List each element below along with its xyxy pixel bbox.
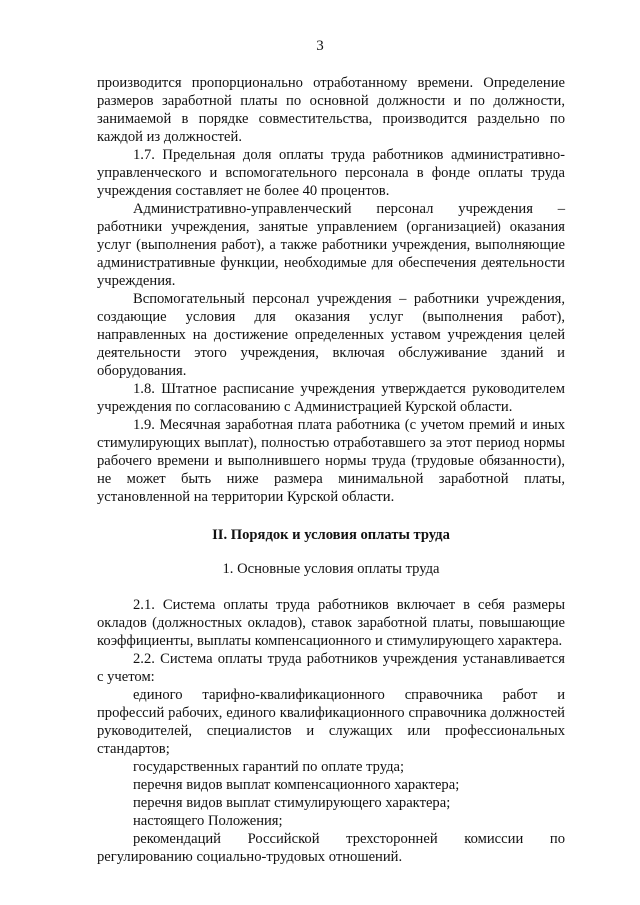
paragraph-admin-staff: Административно-управленческий персонал учреждения – работники учреждения, занятые управлением (организацией) оказания услуг (выполнения работ), а также работники учреждения, выполняющие административные функции, необходимые для обеспечения деятельности учреждения. bbox=[97, 201, 565, 289]
list-item-classifiers: единого тарифно-квалификационного справочника работ и профессий рабочих, единого квалификационного справочника должностей руководителей, специалистов и служащих или профессиональных стандартов; bbox=[97, 687, 565, 757]
paragraph-1-8: 1.8. Штатное расписание учреждения утверждается руководителем учреждения по согласованию с Администрацией Курской области. bbox=[97, 381, 565, 415]
paragraph-continuation: производится пропорционально отработанному времени. Определение размеров заработной платы по основной должности и по должности, занимаемой в порядке совместительства, производится раздельно по каждой из должностей. bbox=[97, 75, 565, 145]
page-number: 3 bbox=[316, 38, 324, 54]
list-item-compensation: перечня видов выплат компенсационного характера; bbox=[133, 777, 460, 793]
list-item-commission: рекомендаций Российской трехсторонней комиссии по регулированию социально-трудовых отношений. bbox=[97, 831, 565, 865]
document-body bbox=[97, 74, 565, 866]
list-item-regulation: настоящего Положения; bbox=[133, 813, 283, 829]
paragraph-1-9: 1.9. Месячная заработная плата работника (с учетом премий и иных стимулирующих выплат), полностью отработавшего за этот период нормы рабочего времени и выполнившего нормы труда (трудовые обязанности), не может быть ниже размера минимальной заработной платы, установленной на территории Курской области. bbox=[97, 417, 565, 505]
list-item-guarantees: государственных гарантий по оплате труда; bbox=[133, 759, 405, 775]
paragraph-2-2: 2.2. Система оплаты труда работников учреждения устанавливается с учетом: bbox=[97, 651, 565, 685]
list-item-incentive: перечня видов выплат стимулирующего характера; bbox=[133, 795, 451, 811]
paragraph-2-1: 2.1. Система оплаты труда работников включает в себя размеры окладов (должностных окладов), ставок заработной платы, повышающие коэффициенты, выплаты компенсационного и стимулирующего характера. bbox=[97, 597, 565, 649]
paragraph-1-7: 1.7. Предельная доля оплаты труда работников административно-управленческого и вспомогательного персонала в фонде оплаты труда учреждения составляет не более 40 процентов. bbox=[97, 147, 565, 199]
paragraph-support-staff: Вспомогательный персонал учреждения – работники учреждения, создающие условия для оказания услуг (выполнения работ), направленных на достижение определенных уставом учреждения целей деятельности этого учреждения, включая обслуживание зданий и оборудования. bbox=[97, 291, 565, 379]
subsection-title: 1. Основные условия оплаты труда bbox=[222, 561, 440, 577]
section-title: II. Порядок и условия оплаты труда bbox=[212, 527, 450, 543]
